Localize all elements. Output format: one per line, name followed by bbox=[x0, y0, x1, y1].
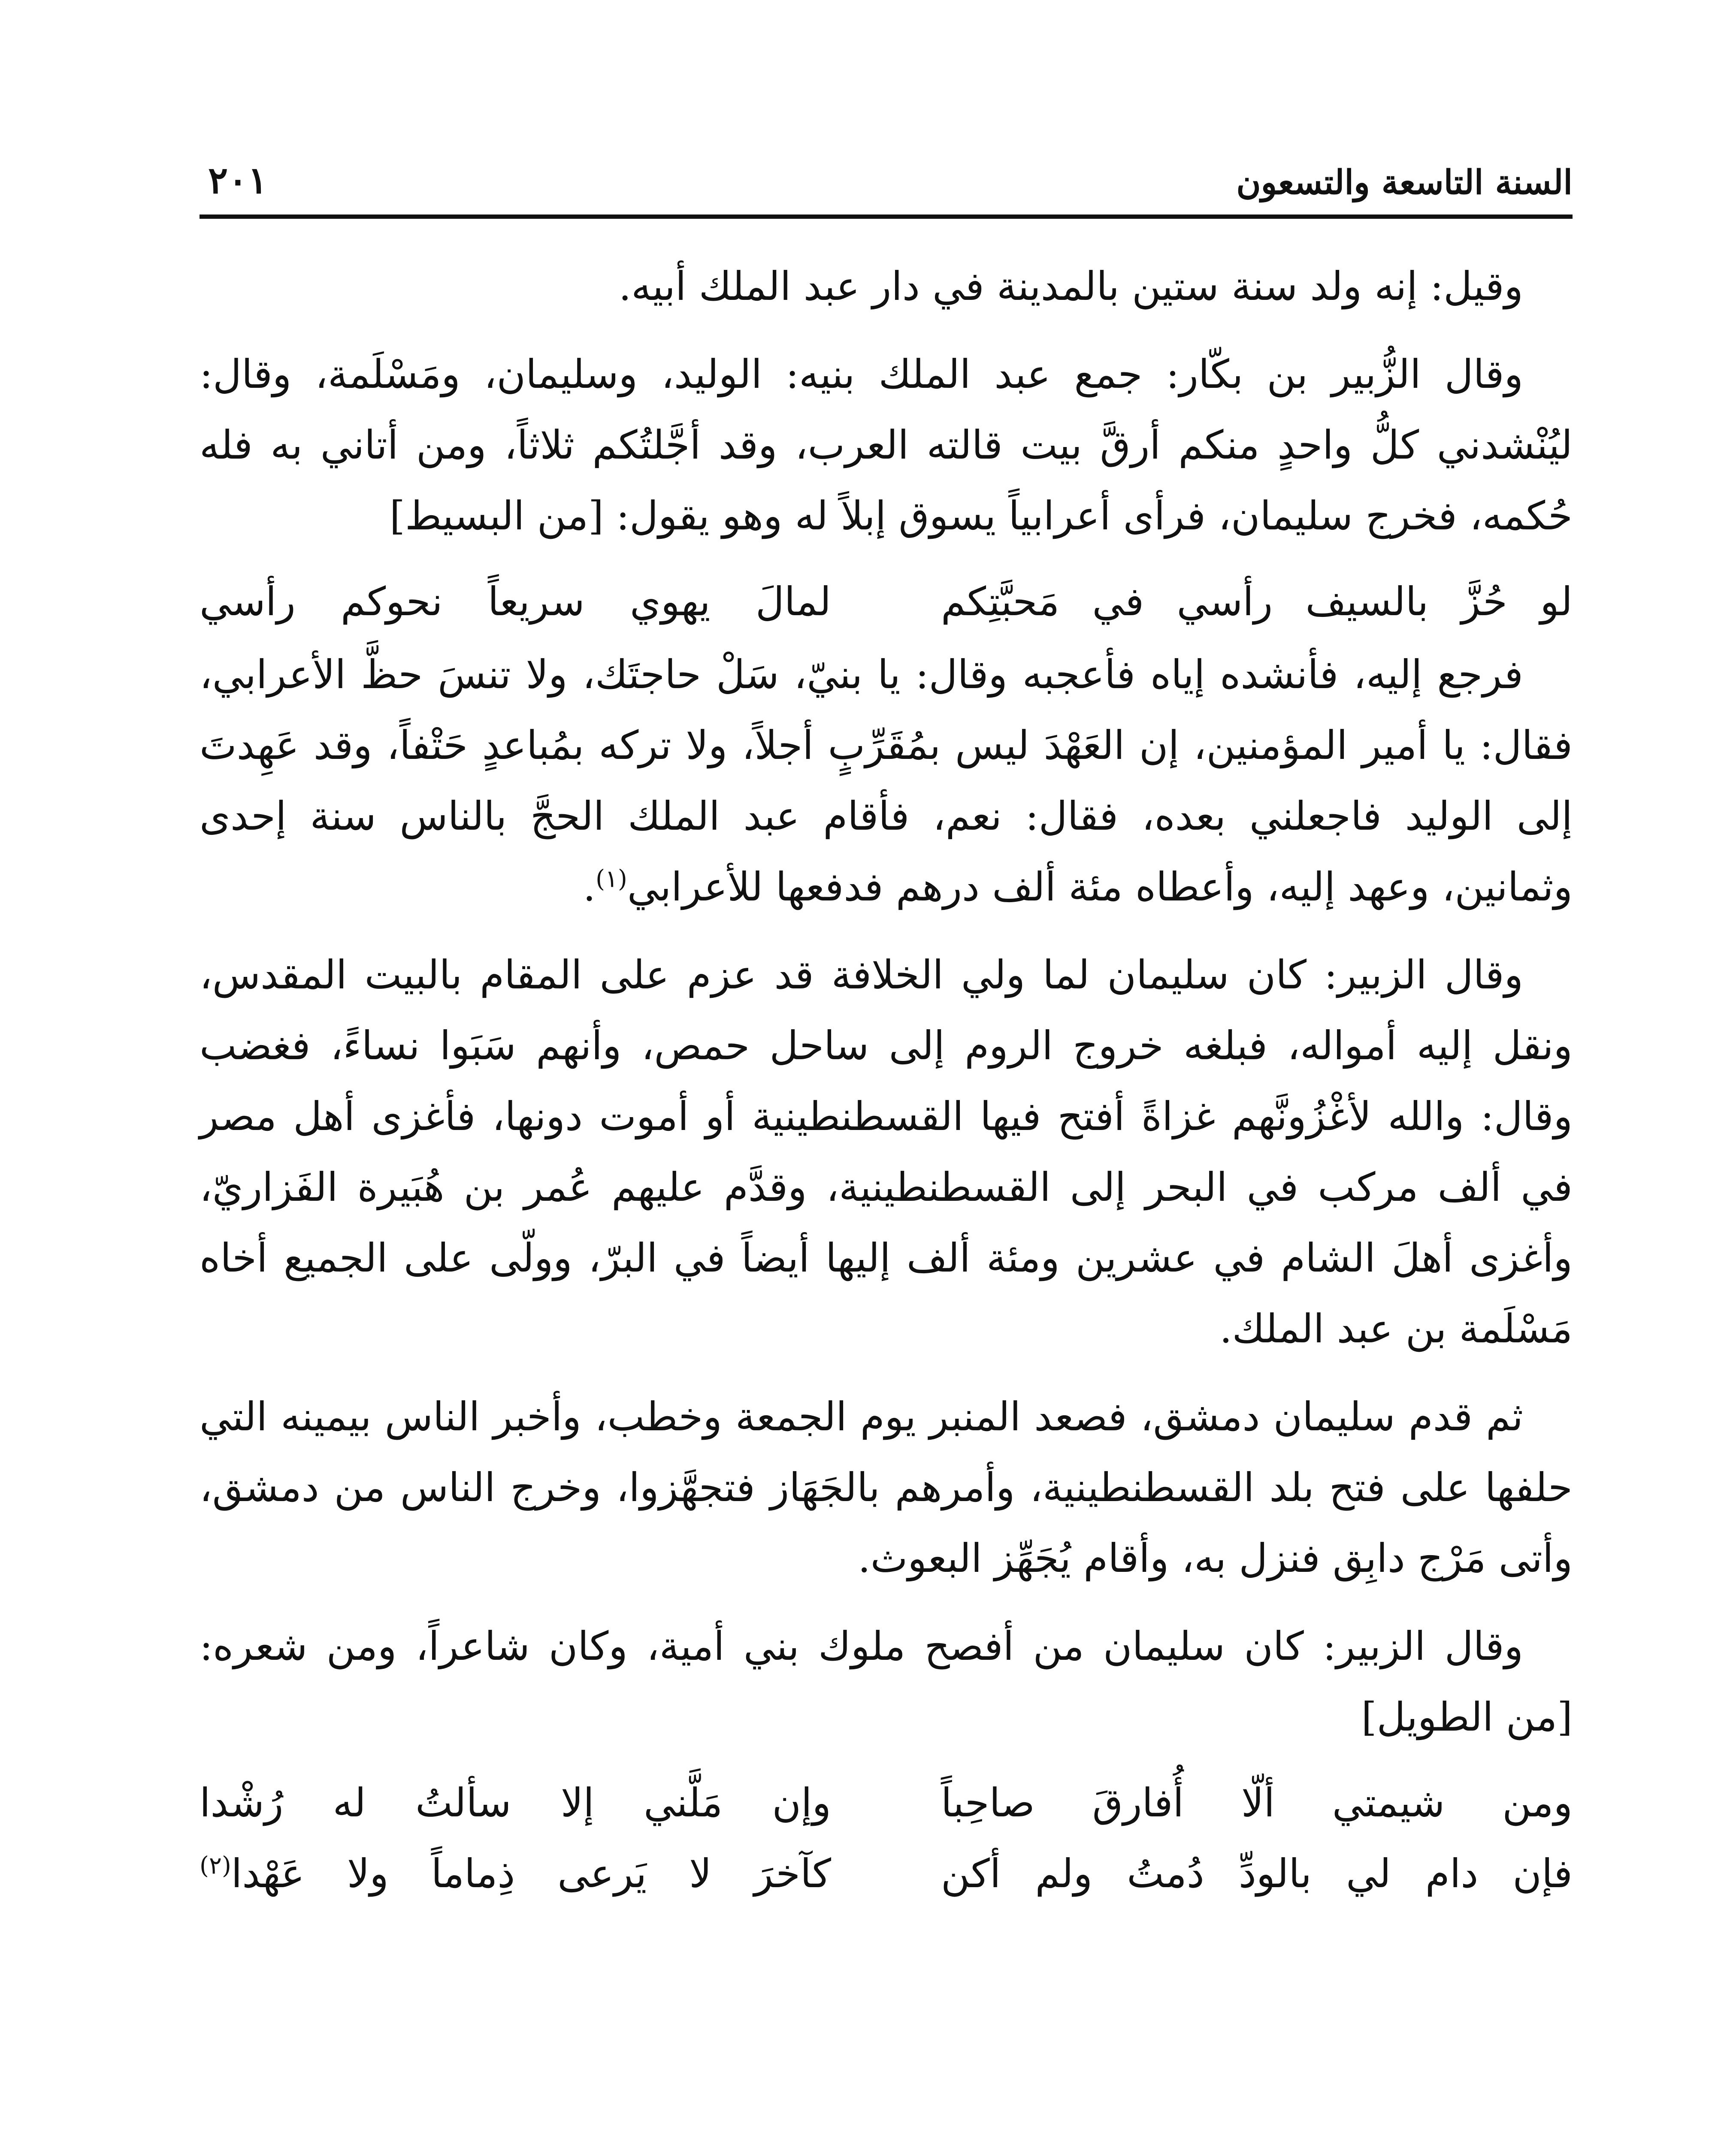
verse-first-hemistich: لو حُزَّ بالسيف رأسي في مَحبَّتِكم bbox=[941, 579, 1573, 625]
verse-line bbox=[200, 1770, 1573, 1836]
footnote-marker: (١) bbox=[596, 865, 627, 893]
paragraph-end: . bbox=[583, 864, 596, 910]
verse-first-hemistich: فإن دام لي بالودِّ دُمتُ ولم أكن bbox=[941, 1851, 1573, 1897]
verse-line bbox=[200, 1840, 1573, 1907]
verse-second-hemistich: لمالَ يهوي سريعاً نحوكم رأسي bbox=[200, 579, 831, 625]
paragraph-text: فرجع إليه، فأنشده إياه فأعجبه وقال: يا بنيّ، سَلْ حاجتَك، ولا تنسَ حظَّ الأعرابي، فقال: يا أمير المؤمنين، إن العَهْدَ ليس بمُقَرِّبٍ أجلاً، ولا تركه بمُباعدٍ حَتْفاً، وقد عَهِدتَ إلى الوليد فاجعلني بعده، فقال: نعم، فأقام عبد الملك الحجَّ بالناس سنة إحدى وثمانين، وعهد إليه، وأعطاه مئة ألف درهم فدفعها للأعرابي bbox=[200, 652, 1573, 910]
paragraph-poetry-intro: وقال الزبير: كان سليمان من أفصح ملوك بني أمية، وكان شاعراً، ومن شعره: [من الطويل] bbox=[200, 1623, 1573, 1740]
hemistich-text: وإن مَلَّني إلا سألتُ له رُشْدا bbox=[200, 1780, 831, 1826]
verse-line bbox=[200, 568, 1573, 635]
page-body bbox=[200, 251, 1573, 1907]
footnote-marker: (٢) bbox=[200, 1852, 231, 1880]
verse-second-hemistich bbox=[200, 1840, 831, 1907]
page-header bbox=[200, 150, 1573, 219]
hemistich-text: كآخرَ لا يَرعى ذِماماً ولا عَهْدا bbox=[231, 1851, 831, 1897]
running-head: السنة التاسعة والتسعون bbox=[1236, 163, 1573, 202]
paragraph-damascus: ثم قدم سليمان دمشق، فصعد المنبر يوم الجمعة وخطب، وأخبر الناس بيمينه التي حلفها على فتح بلد القسطنطينية، وأمرهم بالجَهَاز فتجهَّزوا، وخرج الناس من دمشق، وأتى مَرْج دابِق فنزل به، وأقام يُجَهِّز البعوث. bbox=[200, 1394, 1573, 1581]
paragraph-succession bbox=[200, 639, 1573, 922]
poem bbox=[200, 1770, 1573, 1907]
paragraph-zubair-story: وقال الزُّبير بن بكّار: جمع عبد الملك بنيه: الوليد، وسليمان، ومَسْلَمة، وقال: ليُنْشدني كلُّ واحدٍ منكم أرقَّ بيت قالته العرب، وقد أجَّلتُكم ثلاثاً، ومن أتاني به فله حُكمه، فخرج سليمان، فرأى أعرابياً يسوق إبلاً له وهو يقول: [من البسيط] bbox=[200, 351, 1573, 539]
paragraph-birth: وقيل: إنه ولد سنة ستين بالمدينة في دار عبد الملك أبيه. bbox=[618, 263, 1523, 309]
book-page bbox=[200, 150, 1573, 2145]
verse-first-hemistich: ومن شيمتي ألّا أُفارقَ صاحِباً bbox=[941, 1780, 1573, 1826]
page-number: ٢٠١ bbox=[208, 159, 268, 202]
paragraph-campaign: وقال الزبير: كان سليمان لما ولي الخلافة قد عزم على المقام بالبيت المقدس، ونقل إليه أمواله، فبلغه خروج الروم إلى ساحل حمص، وأنهم سَبَوا نساءً، فغضب وقال: والله لأغْزُونَّهم غزاةً أفتح فيها القسطنطينية أو أموت دونها، فأغزى أهل مصر في ألف مركب في البحر إلى القسطنطينية، وقدَّم عليهم عُمر بن هُبَيرة الفَزاريّ، وأغزى أهلَ الشام في عشرين ومئة ألف إليها أيضاً في البرّ، وولّى على الجميع أخاه مَسْلَمة بن عبد الملك. bbox=[200, 952, 1573, 1352]
verse-second-hemistich bbox=[200, 1770, 831, 1836]
